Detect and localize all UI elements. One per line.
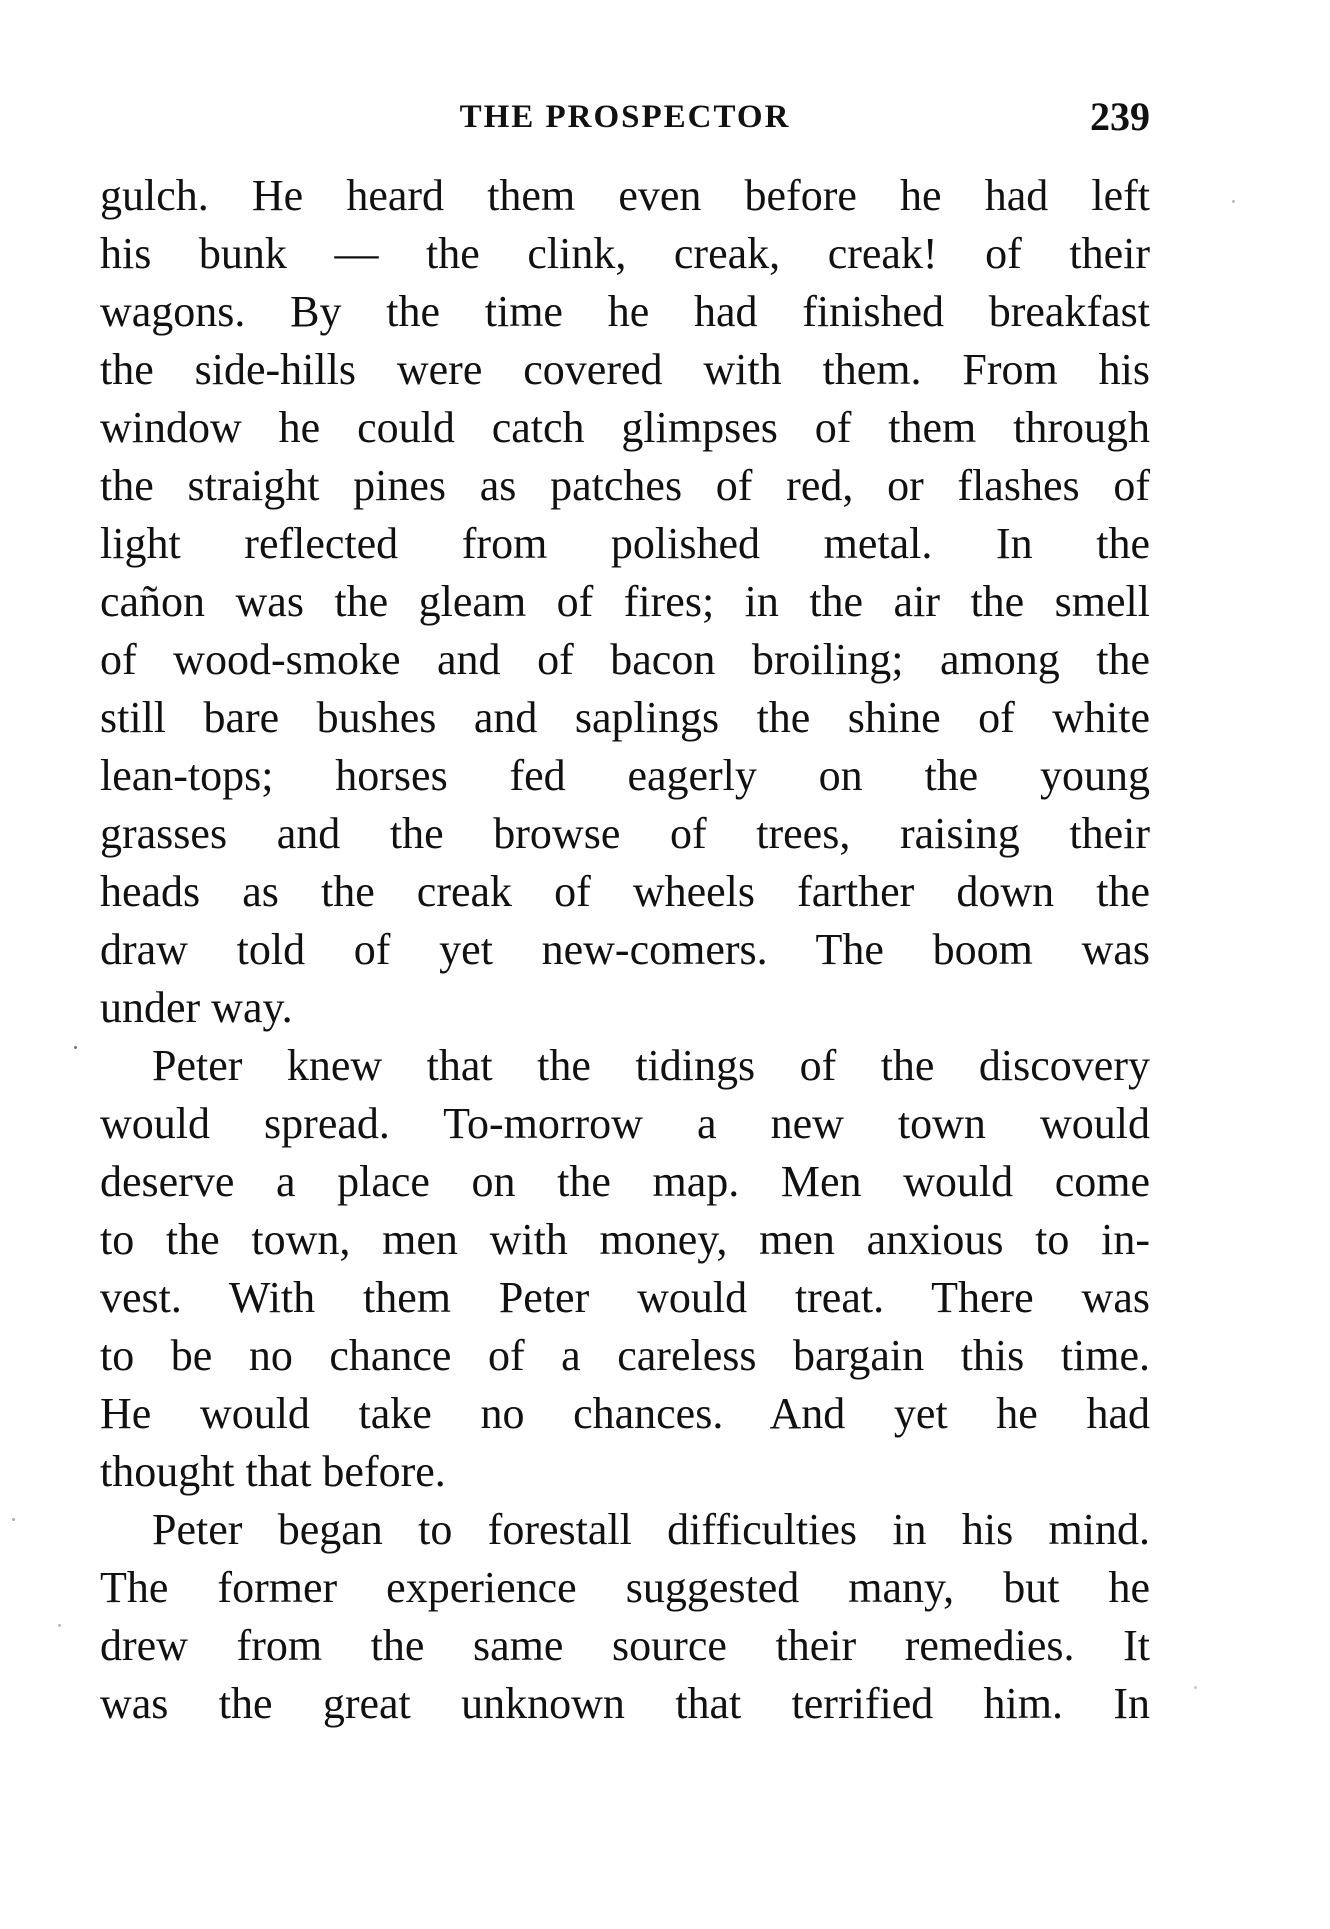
text-line: deserve a place on the map. Men would come bbox=[100, 1157, 1150, 1206]
text-line: gulch. He heard them even before he had left bbox=[100, 171, 1150, 220]
text-line: the straight pines as patches of red, or flashes of bbox=[100, 461, 1150, 510]
text-line: light reflected from polished metal. In the bbox=[100, 519, 1150, 568]
text-line: was the great unknown that terrified him. In bbox=[100, 1679, 1150, 1728]
text-line: cañon was the gleam of fires; in the air the smell bbox=[100, 577, 1150, 626]
text-line: He would take no chances. And yet he had bbox=[100, 1389, 1150, 1438]
text-line: vest. With them Peter would treat. There was bbox=[100, 1273, 1150, 1322]
text-line: to be no chance of a careless bargain this time. bbox=[100, 1331, 1150, 1380]
scan-speck bbox=[12, 1518, 15, 1521]
text-line: drew from the same source their remedies. It bbox=[100, 1621, 1150, 1670]
scan-speck bbox=[58, 1624, 61, 1627]
text-line: the side-hills were covered with them. From his bbox=[100, 345, 1150, 394]
running-title: THE PROSPECTOR bbox=[459, 99, 791, 135]
scan-speck bbox=[1194, 1686, 1197, 1689]
text-line: The former experience suggested many, but he bbox=[100, 1563, 1150, 1612]
text-line: his bunk — the clink, creak, creak! of their bbox=[100, 229, 1150, 278]
text-line: thought that before. bbox=[100, 1447, 446, 1496]
text-line: would spread. To-morrow a new town would bbox=[100, 1099, 1150, 1148]
text-line: heads as the creak of wheels farther down the bbox=[100, 867, 1150, 916]
page-number: 239 bbox=[1090, 94, 1150, 139]
text-line: to the town, men with money, men anxious to in- bbox=[100, 1215, 1150, 1264]
text-line: under way. bbox=[100, 983, 293, 1032]
text-line: grasses and the browse of trees, raising their bbox=[100, 809, 1150, 858]
scan-speck bbox=[74, 1046, 77, 1049]
text-line: draw told of yet new-comers. The boom was bbox=[100, 925, 1150, 974]
text-line: lean-tops; horses fed eagerly on the young bbox=[100, 751, 1150, 800]
text-line: window he could catch glimpses of them through bbox=[100, 403, 1150, 452]
body-text bbox=[100, 167, 1150, 1733]
text-line: Peter began to forestall difficulties in his mind. bbox=[152, 1505, 1150, 1554]
text-line: Peter knew that the tidings of the discovery bbox=[152, 1041, 1150, 1090]
running-head bbox=[100, 92, 1150, 142]
text-line: wagons. By the time he had finished breakfast bbox=[100, 287, 1150, 336]
text-line: still bare bushes and saplings the shine of white bbox=[100, 693, 1150, 742]
scan-speck bbox=[1232, 200, 1235, 203]
text-line: of wood-smoke and of bacon broiling; among the bbox=[100, 635, 1150, 684]
